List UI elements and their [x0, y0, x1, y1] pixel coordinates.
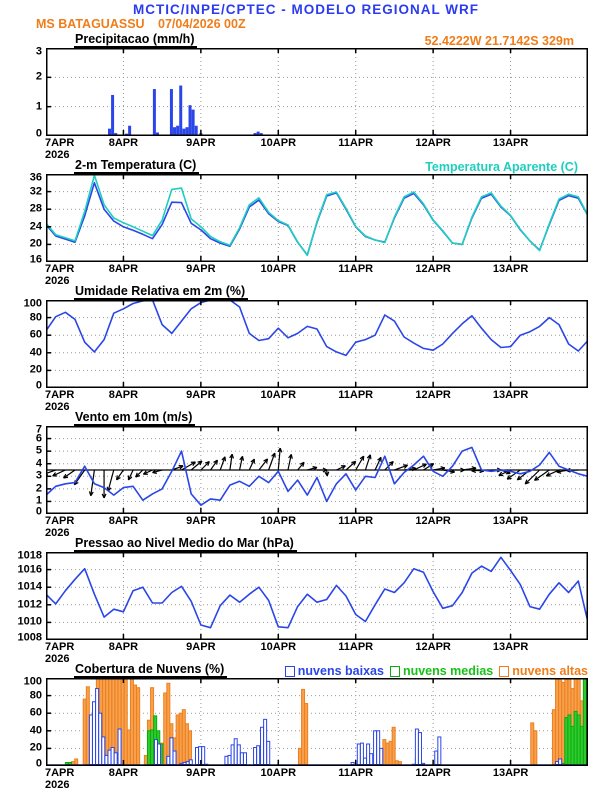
station-coordinates: 52.4222W 21.7142S 329m [424, 34, 574, 48]
y-tick-label: 1012 [17, 598, 42, 611]
x-tick-label: 7APR 2026 [45, 137, 75, 162]
x-tick-label: 9APR [186, 137, 216, 149]
x-tick-label: 8APR [108, 263, 139, 275]
x-tick-label: 8APR [108, 137, 139, 149]
wind-plot [46, 426, 588, 514]
y-tick-label: 4 [35, 457, 42, 470]
y-tick-label: 1014 [17, 580, 42, 593]
legend-low-clouds [285, 664, 384, 678]
x-tick-label: 13APR [492, 767, 529, 779]
cloud-legend [285, 664, 588, 678]
x-tick-label: 12APR [415, 641, 451, 653]
y-tick-label: 5 [35, 444, 42, 457]
x-tick-label: 11APR [338, 515, 374, 527]
x-tick-label: 10APR [260, 263, 297, 275]
humidity-plot [46, 300, 588, 388]
y-tick-label: 100 [23, 297, 42, 310]
x-tick-label: 9APR [186, 515, 216, 527]
humidity-title: Umidade Relativa em 2m (%) [74, 284, 248, 300]
legend-high-clouds [499, 664, 588, 678]
temperature-plot [46, 174, 588, 262]
x-tick-label: 7APR 2026 [45, 641, 75, 666]
y-tick-label: 3 [35, 469, 42, 482]
x-tick-label: 12APR [415, 389, 451, 401]
y-tick-label: 7 [35, 423, 42, 436]
x-tick-label: 13APR [492, 263, 529, 275]
x-tick-label: 9APR [186, 767, 216, 779]
x-tick-label: 12APR [415, 263, 451, 275]
y-tick-label: 2 [35, 482, 42, 495]
x-tick-label: 10APR [260, 137, 297, 149]
y-tick-label: 36 [29, 171, 42, 184]
y-tick-label: 0 [35, 757, 42, 770]
x-tick-label: 7APR 2026 [45, 389, 75, 414]
pressure-xaxis [45, 640, 606, 666]
x-tick-label: 11APR [338, 767, 374, 779]
y-tick-label: 80 [29, 689, 42, 702]
model-run-datetime: 07/04/2026 00Z [158, 17, 246, 31]
y-tick-label: 1010 [17, 615, 42, 628]
x-tick-label: 12APR [415, 137, 451, 149]
x-tick-label: 8APR [108, 641, 139, 653]
y-tick-label: 0 [35, 379, 42, 392]
x-tick-label: 11APR [338, 641, 374, 653]
panel-temperature [0, 158, 612, 288]
x-tick-label: 8APR [108, 767, 139, 779]
panel-wind [0, 410, 612, 540]
x-tick-label: 9APR [186, 263, 216, 275]
y-tick-label: 32 [29, 185, 42, 198]
x-axis-year-label: 2026 [45, 779, 70, 792]
y-tick-label: 24 [29, 220, 42, 233]
x-tick-label: 11APR [338, 263, 374, 275]
cloud-cover-xaxis [45, 766, 606, 792]
x-axis-year-label: 2026 [45, 527, 70, 540]
pressure-plot [46, 552, 588, 640]
cloud-cover-plot [46, 678, 588, 766]
apparent-temperature-label: Temperatura Aparente (C) [425, 160, 578, 174]
y-tick-label: 2 [35, 70, 42, 83]
x-tick-label: 12APR [415, 515, 451, 527]
y-tick-label: 60 [29, 328, 42, 341]
y-tick-label: 3 [35, 45, 42, 58]
x-tick-label: 12APR [415, 767, 451, 779]
y-tick-label: 6 [35, 432, 42, 445]
precipitation-title: Precipitacao (mm/h) [74, 32, 197, 48]
y-tick-label: 20 [29, 741, 42, 754]
y-tick-label: 20 [29, 237, 42, 250]
y-tick-label: 1016 [17, 563, 42, 576]
y-tick-label: 40 [29, 724, 42, 737]
header-subtitle-row [0, 17, 612, 32]
panel-precipitation [0, 32, 612, 162]
y-tick-label: 1018 [17, 549, 42, 562]
y-tick-label: 0 [35, 505, 42, 518]
x-axis-year-label: 2026 [45, 653, 70, 666]
temperature-xaxis [45, 262, 606, 288]
x-tick-label: 13APR [492, 137, 529, 149]
y-tick-label: 1008 [17, 631, 42, 644]
x-tick-label: 9APR [186, 389, 216, 401]
y-tick-label: 100 [23, 675, 42, 688]
y-tick-label: 20 [29, 363, 42, 376]
x-tick-label: 10APR [260, 389, 297, 401]
y-tick-label: 80 [29, 311, 42, 324]
temperature-title: 2-m Temperatura (C) [74, 158, 199, 174]
y-tick-label: 40 [29, 346, 42, 359]
panel-pressure [0, 536, 612, 666]
x-tick-label: 13APR [492, 641, 529, 653]
legend-low-clouds-label: nuvens baixas [297, 664, 384, 678]
cloud-cover-title: Cobertura de Nuvens (%) [74, 662, 227, 678]
x-tick-label: 7APR 2026 [45, 767, 75, 792]
x-tick-label: 10APR [260, 767, 297, 779]
x-tick-label: 11APR [338, 389, 374, 401]
x-tick-label: 10APR [260, 641, 297, 653]
x-tick-label: 7APR 2026 [45, 515, 75, 540]
y-tick-label: 1 [35, 494, 42, 507]
panel-humidity [0, 284, 612, 414]
legend-high-clouds-label: nuvens altas [512, 664, 588, 678]
high-clouds-swatch-icon [499, 666, 509, 677]
x-tick-label: 13APR [492, 389, 529, 401]
y-tick-label: 28 [29, 202, 42, 215]
mid-clouds-swatch-icon [390, 666, 400, 677]
x-axis-year-label: 2026 [45, 275, 70, 288]
x-tick-label: 9APR [186, 641, 216, 653]
precipitation-plot [46, 48, 588, 136]
x-tick-label: 7APR 2026 [45, 263, 75, 288]
x-axis-year-label: 2026 [45, 149, 70, 162]
station-name: MS BATAGUASSU [36, 17, 145, 31]
x-tick-label: 8APR [108, 515, 139, 527]
x-tick-label: 11APR [338, 137, 374, 149]
page-title: MCTIC/INPE/CPTEC - MODELO REGIONAL WRF [133, 2, 479, 17]
legend-mid-clouds [390, 664, 493, 678]
x-tick-label: 10APR [260, 515, 297, 527]
y-tick-label: 1 [35, 100, 42, 113]
humidity-xaxis [45, 388, 606, 414]
y-tick-label: 16 [29, 253, 42, 266]
x-axis-year-label: 2026 [45, 401, 70, 414]
low-clouds-swatch-icon [285, 666, 295, 677]
x-tick-label: 13APR [492, 515, 529, 527]
y-tick-label: 60 [29, 706, 42, 719]
pressure-title: Pressao ao Nivel Medio do Mar (hPa) [74, 536, 297, 552]
precipitation-xaxis [45, 136, 606, 162]
y-tick-label: 0 [35, 127, 42, 140]
x-tick-label: 8APR [108, 389, 139, 401]
wind-xaxis [45, 514, 606, 540]
legend-mid-clouds-label: nuvens medias [402, 664, 494, 678]
panel-cloud-cover [0, 662, 612, 792]
wind-title: Vento em 10m (m/s) [74, 410, 195, 426]
